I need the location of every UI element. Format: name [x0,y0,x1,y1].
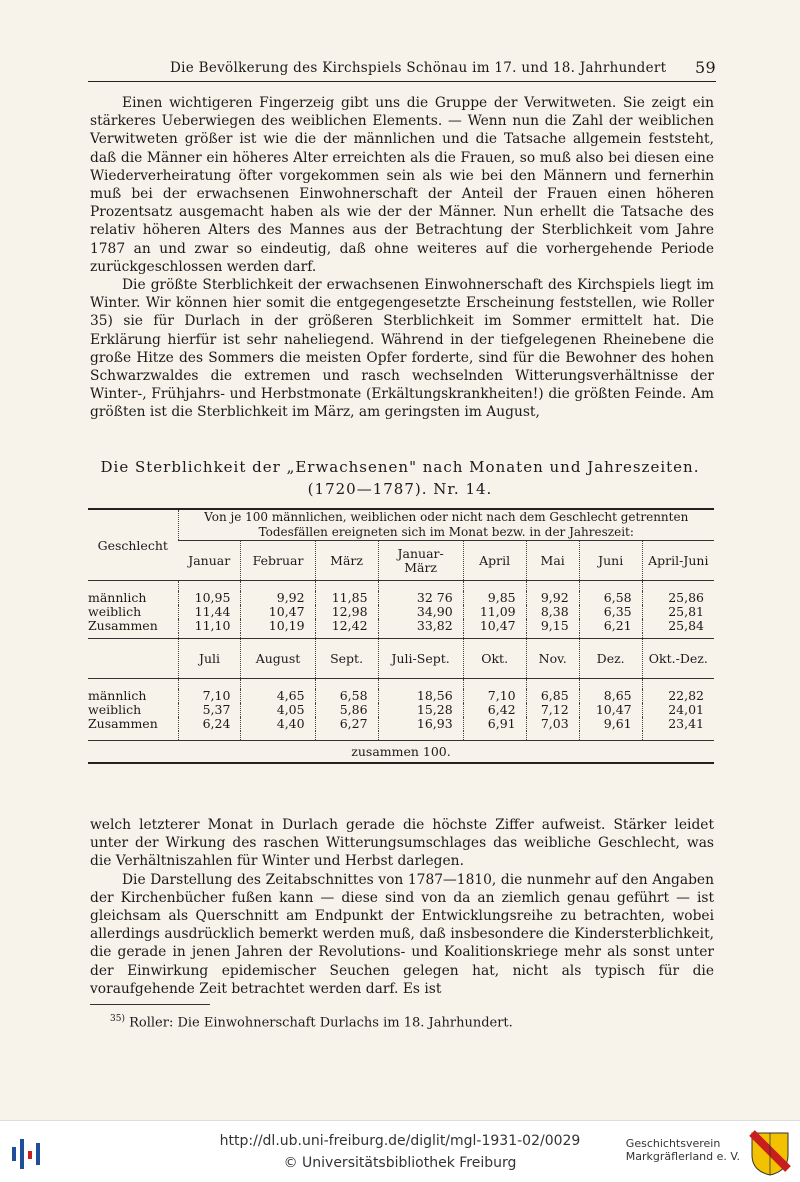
table-cell: 10,95 [178,591,241,605]
table-row [88,717,714,731]
table-cell: 12,98 [315,605,378,619]
table-cell: 6,58 [579,591,642,605]
table-cell: 9,85 [463,591,526,605]
footnote-marker: 35) [110,1014,125,1024]
month-header: Februar [241,541,315,581]
paragraph: Die größte Sterblichkeit der erwachsenen Einwohnerschaft des Kirchspiels liegt im Winter. Wir können hier somit die entgegengesetzte Erscheinung feststellen, wie Roller 35) sie für Durlach in der größeren Sterblichkeit im Sommer ermittelt hat. Die Erklärung hierfür ist sehr naheliegend. Während in der tiefgelegenen Rheinebene die große Hitze des Sommers die meisten Opfer forderte, sind für die Bewohner des hohen Schwarzwaldes die extremen und rasch wechselnden Witterungsverhältnisse der Winter-, Frühjahrs- und Herbstmonate (Erkältungskrankheiten!) die größten Feinde. Am größten ist die Sterblichkeit im März, am geringsten im August, [90,277,714,421]
table-cell: 6,85 [526,689,579,703]
footnote-text: Roller: Die Einwohnerschaft Durlachs im 18. Jahrhundert. [129,1015,513,1031]
table-cell: 6,21 [579,619,642,633]
table-cell: 32 76 [378,591,463,605]
table-cell: 7,10 [463,689,526,703]
table-cell: 10,47 [579,703,642,717]
footnote [110,1014,513,1030]
super-header: Von je 100 männlichen, weiblichen oder nicht nach dem Geschlecht getrennten Todesfällen ereigneten sich im Monat bezw. in der Jahreszeit: [178,509,714,541]
table-cell: 25,86 [642,591,714,605]
row-label: männlich [88,687,147,703]
table-cell: 9,92 [526,591,579,605]
paragraph: Einen wichtigeren Fingerzeig gibt uns die Gruppe der Verwitweten. Sie zeigt ein stärkeres Ueberwiegen des weiblichen Elements. — Wenn nun die Zahl der weiblichen Verwitweten größer ist wie die der männlichen und die Tatsache allgemein feststeht, daß die Männer ein höheres Alter erreichten als die Frauen, so muß also bei diesen eine Wiederverheiratung öfter vorgekommen sein als wie bei den Männern und fernerhin muß bei der erwachsenen Einwohnerschaft der Anteil der Frauen einen höheren Prozentsatz ausgemacht haben als wie der der Männer. Nun erhellt die Tatsache des relativ höheren Alters des Mannes aus der Betrachtung der Sterblichkeit vom Jahre 1787 an und zwar so eindeutig, daß ohne weiteres auf die vorhergehende Periode zurückgeschlossen werden darf. [90,95,714,275]
table-cell: 5,86 [315,703,378,717]
running-header [88,56,716,82]
table-row [88,591,714,605]
table-cell: 16,93 [378,717,463,731]
table-cell: 22,82 [642,689,714,703]
table-cell: 15,28 [378,703,463,717]
month-header: Dez. [579,639,642,679]
row-label: weiblich [88,603,142,619]
viewer-footer [0,1120,800,1182]
table-cell: 11,10 [178,619,241,633]
table-cell: 9,15 [526,619,579,633]
table-cell: 7,03 [526,717,579,731]
table-row [88,619,714,633]
table-cell: 10,19 [241,619,315,633]
header-title: Die Bevölkerung des Kirchspiels Schönau im 17. und 18. Jahrhundert [170,60,667,76]
month-header: Januar-März [378,541,463,581]
table-cell: 4,40 [241,717,315,731]
table-cell: 6,91 [463,717,526,731]
month-header: April [463,541,526,581]
footnote-rule [90,1004,210,1005]
table-subtitle: (1720—1787). Nr. 14. [307,480,493,498]
table-cell: 25,84 [642,619,714,633]
table-total: zusammen 100. [88,741,714,763]
table-cell: 11,44 [178,605,241,619]
table-cell: 6,24 [178,717,241,731]
month-header: März [315,541,378,581]
table-cell: 6,42 [463,703,526,717]
row-label: weiblich [88,701,142,717]
table-cell: 18,56 [378,689,463,703]
table-cell: 9,61 [579,717,642,731]
row-label: Zusammen [88,715,158,731]
table-cell: 34,90 [378,605,463,619]
table-cell: 10,47 [241,605,315,619]
month-header: Okt.-Dez. [642,639,714,679]
table-cell: 33,82 [378,619,463,633]
table-cell: 7,10 [178,689,241,703]
table-cell: 24,01 [642,703,714,717]
document-url-link[interactable]: http://dl.ub.uni-freiburg.de/diglit/mgl-1931-02/0029 [219,1133,581,1149]
table-cell: 25,81 [642,605,714,619]
month-header: Sept. [315,639,378,679]
table-cell: 11,09 [463,605,526,619]
paragraph: welch letzterer Monat in Durlach gerade die höchste Ziffer aufweist. Stärker leidet unter der Wirkung des raschen Witterungsumschlages das weibliche Geschlecht, was die Verhältniszahlen für Winter und Herbst darlegen. [90,817,714,870]
table-cell: 4,05 [241,703,315,717]
month-header: Nov. [526,639,579,679]
body-text-top [90,94,714,422]
month-header: Juli-Sept. [378,639,463,679]
table-cell: 6,27 [315,717,378,731]
table-cell: 8,65 [579,689,642,703]
table-cell: 10,47 [463,619,526,633]
row-label: Zusammen [88,617,158,633]
row-label: männlich [88,589,147,605]
body-text-bottom [90,816,714,998]
table-cell: 7,12 [526,703,579,717]
association-line: Geschichtsverein [625,1137,721,1150]
table-cell: 4,65 [241,689,315,703]
month-header: Juni [579,541,642,581]
table-row [88,605,714,619]
table-cell: 9,92 [241,591,315,605]
paragraph: Die Darstellung des Zeitabschnittes von 1787—1810, die nunmehr auf den Angaben der Kirchenbücher fußen kann — diese sind von da an ziemlich genau geführt — ist gleichsam als Querschnitt am Endpunkt der Entwicklungsreihe zu betrachten, wobei allerdings ausdrücklich bemerkt werden muß, daß insbesondere die Kindersterblichkeit, die gerade in jenen Jahren der Revolutions- und Koalitionskriege mehr als sonst unter der Einwirkung epidemischer Seuchen gelegen hat, nicht als typisch für die voraufgehende Zeit betrachtet werden darf. Es ist [90,871,714,997]
table-row [88,689,714,703]
table-cell: 6,35 [579,605,642,619]
month-header: Okt. [463,639,526,679]
header-geschlecht: Geschlecht [88,509,178,581]
month-header: Mai [526,541,579,581]
table-row [88,703,714,717]
table-cell: 23,41 [642,717,714,731]
coat-of-arms-icon [748,1129,792,1177]
month-header: Juli [178,639,241,679]
table-cell: 8,38 [526,605,579,619]
association-name [626,1137,740,1163]
table-cell: 5,37 [178,703,241,717]
month-header: Januar [178,541,241,581]
copyright-notice: © Universitätsbibliothek Freiburg [283,1155,517,1171]
table-cell: 12,42 [315,619,378,633]
page-number: 59 [695,58,716,77]
table-cell: 6,58 [315,689,378,703]
month-header: April-Juni [642,541,714,581]
association-line: Markgräflerland e. V. [625,1150,740,1163]
table-title: Die Sterblichkeit der „Erwachsenen" nach Monaten und Jahreszeiten. [100,458,700,476]
mortality-table [88,508,714,764]
month-header: August [241,639,315,679]
table-cell: 11,85 [315,591,378,605]
